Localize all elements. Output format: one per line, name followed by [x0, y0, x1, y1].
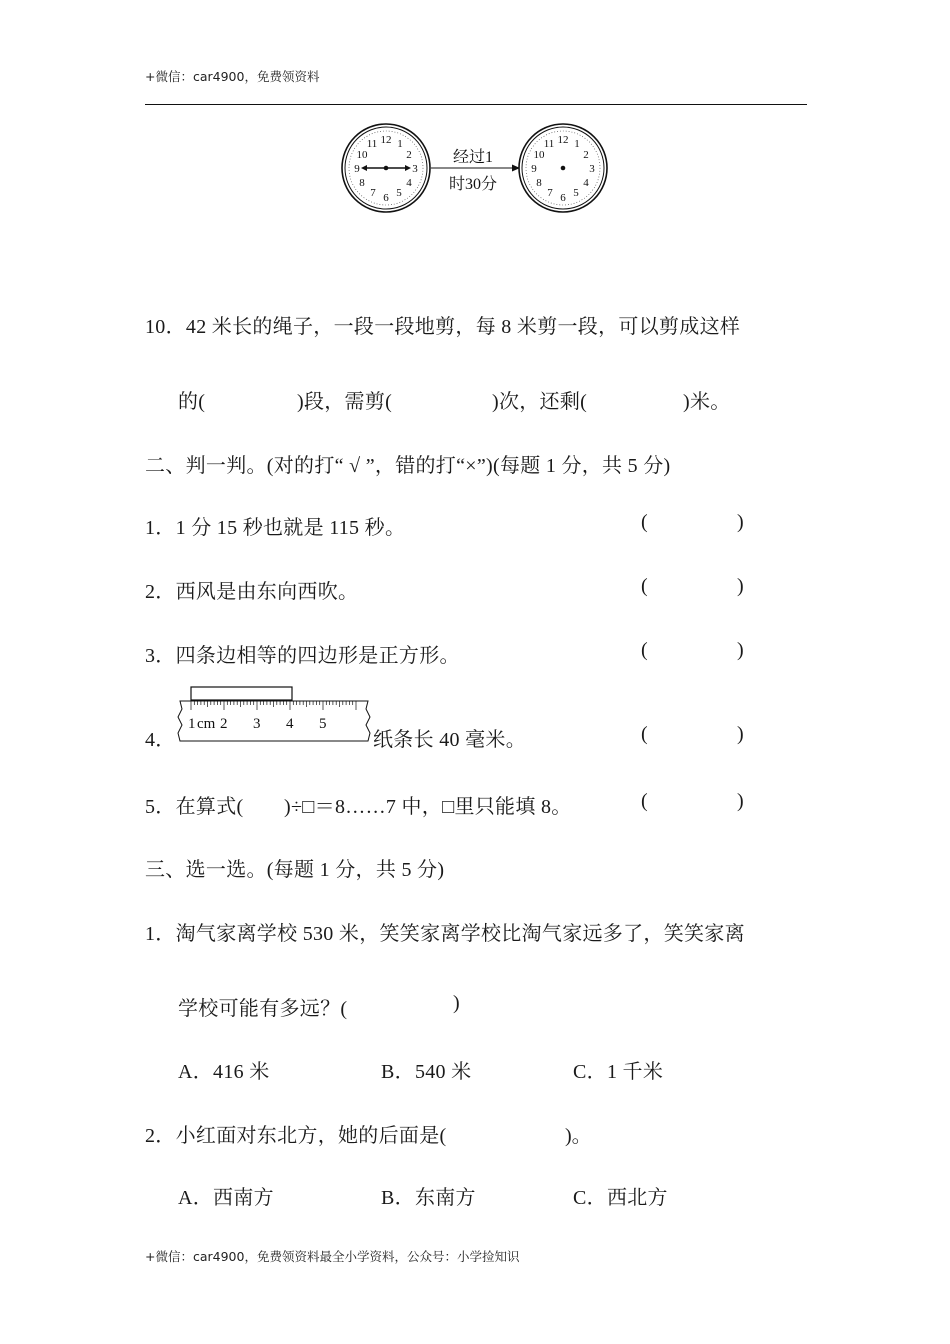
ruler-label-5: 5	[319, 716, 327, 732]
q10-line2-b: )段，需剪(	[297, 391, 393, 413]
judge-item-3: 3．四条边相等的四边形是正方形。	[145, 645, 460, 667]
choice-q2-close: )。	[565, 1125, 592, 1147]
arrow-label-1: 经过1	[452, 149, 494, 166]
clock-figure	[340, 120, 610, 215]
choice-q1-option-c[interactable]: C．1 千米	[573, 1061, 664, 1083]
judge-item-4: 纸条长 40 毫米。	[373, 729, 526, 751]
svg-text:4: 4	[406, 177, 412, 189]
section3-title: 三、选一选。(每题 1 分，共 5 分)	[145, 859, 445, 881]
svg-text:2: 2	[583, 149, 589, 161]
ruler-label-cm: cm	[197, 716, 216, 732]
section2-title: 二、判一判。(对的打“ √ ”，错的打“×”)(每题 1 分，共 5 分)	[145, 455, 671, 477]
svg-text:3: 3	[589, 163, 595, 175]
answer-close-1: )	[737, 511, 744, 533]
choice-q2-option-c[interactable]: C．西北方	[573, 1187, 668, 1209]
judge-item-5: 5．在算式( )÷□＝8……7 中，□里只能填 8。	[145, 796, 572, 818]
answer-open-4[interactable]: (	[641, 723, 648, 745]
svg-text:8: 8	[359, 177, 365, 189]
header-divider	[145, 104, 807, 105]
svg-text:11: 11	[366, 138, 378, 150]
answer-close-3: )	[737, 639, 744, 661]
ruler-figure	[176, 685, 376, 745]
choice-q1-line2[interactable]: 学校可能有多远？(	[178, 998, 348, 1020]
ruler-diagram	[176, 685, 376, 745]
judge-item-1: 1．1 分 15 秒也就是 115 秒。	[145, 517, 406, 539]
svg-text:1: 1	[397, 138, 403, 150]
svg-text:6: 6	[383, 192, 389, 204]
svg-text:6: 6	[560, 192, 566, 204]
svg-text:7: 7	[547, 187, 553, 199]
choice-q1-close: )	[453, 992, 460, 1014]
answer-open-3[interactable]: (	[641, 639, 648, 661]
answer-close-2: )	[737, 575, 744, 597]
clock-diagram	[340, 120, 610, 215]
ruler-label-2: 2	[220, 716, 228, 732]
q10-line2-c: )次，还剩(	[492, 391, 588, 413]
svg-text:12: 12	[557, 134, 569, 146]
svg-text:10: 10	[533, 149, 545, 161]
q10-line2-a: 的(	[178, 391, 206, 413]
svg-text:9: 9	[354, 163, 360, 175]
ruler-label-4: 4	[286, 716, 294, 732]
ruler-label-1: 1	[188, 716, 196, 732]
start-clock	[342, 124, 430, 212]
end-clock	[519, 124, 607, 212]
answer-open-1[interactable]: (	[641, 511, 648, 533]
choice-q1-option-a[interactable]: A．416 米	[178, 1061, 270, 1083]
judge-item-4-prefix: 4．	[145, 729, 176, 751]
answer-open-5[interactable]: (	[641, 790, 648, 812]
svg-text:3: 3	[412, 163, 418, 175]
choice-q2-line1[interactable]: 2．小红面对东北方，她的后面是(	[145, 1125, 447, 1147]
svg-text:5: 5	[396, 187, 402, 199]
ruler-label-3: 3	[253, 716, 261, 732]
footer-watermark: +微信：car4900，免费领资料最全小学资料，公众号：小学捡知识	[145, 1249, 520, 1264]
svg-text:10: 10	[356, 149, 368, 161]
header-watermark: +微信：car4900，免费领资料	[145, 69, 320, 84]
arrow-label-2: 时30分	[448, 176, 498, 193]
svg-text:9: 9	[531, 163, 537, 175]
svg-text:11: 11	[543, 138, 555, 150]
choice-q2-option-b[interactable]: B．东南方	[381, 1187, 476, 1209]
choice-q1-line1: 1．淘气家离学校 530 米，笑笑家离学校比淘气家远多了，笑笑家离	[145, 923, 745, 945]
q10-line2-d: )米。	[683, 391, 731, 413]
answer-open-2[interactable]: (	[641, 575, 648, 597]
svg-text:2: 2	[406, 149, 412, 161]
judge-item-2: 2．西风是由东向西吹。	[145, 581, 359, 603]
answer-close-5: )	[737, 790, 744, 812]
svg-text:12: 12	[380, 134, 392, 146]
svg-text:4: 4	[583, 177, 589, 189]
paper-strip	[191, 687, 292, 700]
svg-text:5: 5	[573, 187, 579, 199]
choice-q2-option-a[interactable]: A．西南方	[178, 1187, 274, 1209]
choice-q1-option-b[interactable]: B．540 米	[381, 1061, 472, 1083]
svg-text:1: 1	[574, 138, 580, 150]
svg-text:8: 8	[536, 177, 542, 189]
q10-line1: 10．42 米长的绳子，一段一段地剪，每 8 米剪一段，可以剪成这样	[145, 316, 741, 338]
svg-text:7: 7	[370, 187, 376, 199]
answer-close-4: )	[737, 723, 744, 745]
